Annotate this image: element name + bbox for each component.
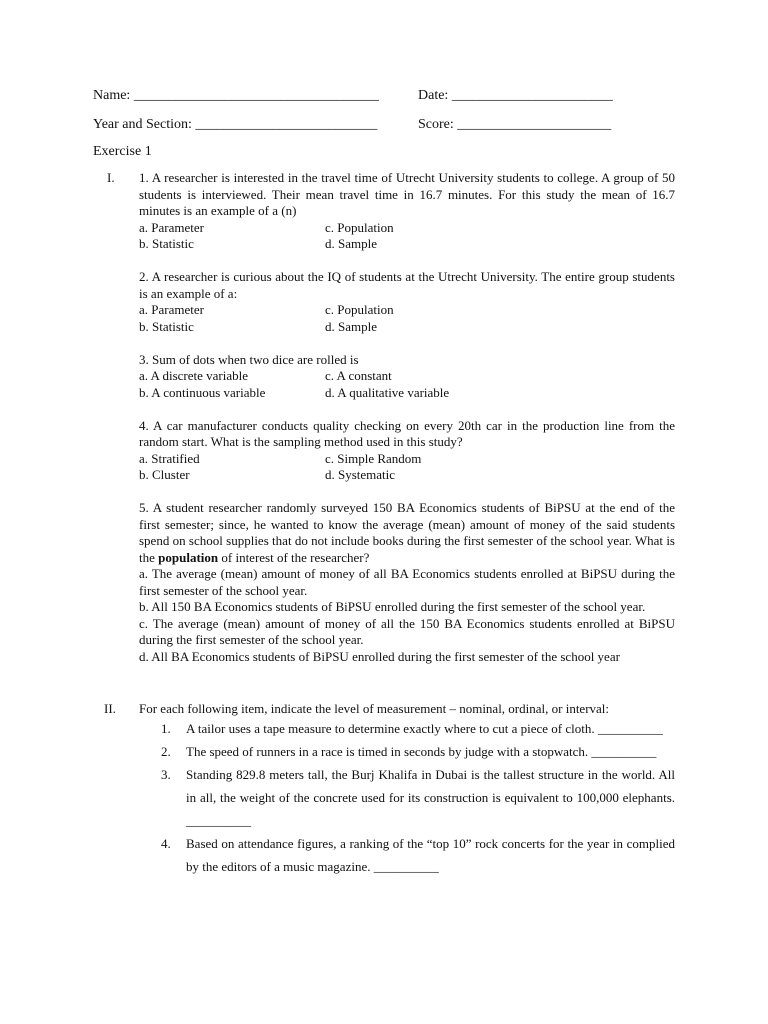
option-c: c. Population xyxy=(325,302,394,317)
option-b: b. Cluster xyxy=(139,467,190,482)
option-b: b. Statistic xyxy=(139,318,194,334)
item-number: 1. xyxy=(161,721,171,736)
item-text: Standing 829.8 meters tall, the Burj Khalifa in Dubai is the tallest structure in the world. All in all, the weight of the concrete used for its construction is equivalent to 100,000 elephants. __________ xyxy=(186,767,675,828)
question-2 xyxy=(139,269,675,335)
bold-keyword: population xyxy=(158,549,219,565)
option-b: b. A continuous variable xyxy=(139,384,266,400)
question-text: 5. A student researcher randomly surveyed 150 BA Economics students of BiPSU at the end of the first semester; since, he wanted to know the average (mean) amount of money of the said students spend on school supplies that do not include books during the first semester of the school year. What is the population of interest of the researcher? xyxy=(139,500,675,565)
option-a: a. Stratified xyxy=(139,450,200,466)
item-number: 2. xyxy=(161,744,171,759)
item-number: 4. xyxy=(161,836,171,851)
option-d: d. Sample xyxy=(325,236,377,251)
question-text: 1. A researcher is interested in the travel time of Utrecht University students to college. A group of 50 students is interviewed. Their mean travel time in 16.7 minutes. For this study the mean of 16.7 minutes is an example of a (n) xyxy=(139,170,675,218)
option-a: a. A discrete variable xyxy=(139,368,249,383)
option-c: c. A constant xyxy=(325,368,392,383)
option-d: d. A qualitative variable xyxy=(325,384,450,400)
option-c: c. Simple Random xyxy=(325,450,422,466)
section-2-intro: For each following item, indicate the level of measurement – nominal, ordinal, or interval: xyxy=(139,701,610,716)
score-field[interactable]: Score: ______________________ xyxy=(418,117,612,132)
exercise-title: Exercise 1 xyxy=(93,144,152,159)
section-1 xyxy=(139,170,675,682)
name-field[interactable]: Name: ___________________________________ xyxy=(93,88,379,103)
question-text: 3. Sum of dots when two dice are rolled is xyxy=(139,351,359,367)
question-text: 4. A car manufacturer conducts quality checking on every 20th car in the production line from the random start. What is the sampling method used in this study? xyxy=(139,417,675,449)
option-c: c. Population xyxy=(325,219,394,235)
option-d: d. Systematic xyxy=(325,467,396,482)
list-item xyxy=(161,763,675,832)
date-field[interactable]: Date: _______________________ xyxy=(418,88,613,103)
list-item xyxy=(161,832,675,878)
question-text: 2. A researcher is curious about the IQ of students at the Utrecht University. The entire group students is an example of a: xyxy=(139,269,675,301)
item-text: A tailor uses a tape measure to determine exactly where to cut a piece of cloth. __________ xyxy=(186,721,663,736)
list-item xyxy=(161,717,675,740)
question-5 xyxy=(139,500,675,665)
question-1 xyxy=(139,170,675,253)
option-b: b. Statistic xyxy=(139,236,194,251)
answer-c: c. The average (mean) amount of money of all the 150 BA Economics students enrolled at BiPSU during the first semester of the school year. xyxy=(139,615,675,647)
list-item xyxy=(161,740,675,763)
answer-d: d. All BA Economics students of BiPSU enrolled during the first semester of the school year xyxy=(139,648,620,664)
item-number: 3. xyxy=(161,767,171,782)
section-1-numeral: I. xyxy=(107,170,115,185)
answer-a: a. The average (mean) amount of money of all BA Economics students enrolled at BiPSU during the first semester of the school year. xyxy=(139,566,675,598)
question-4 xyxy=(139,418,675,484)
option-a: a. Parameter xyxy=(139,302,204,317)
option-a: a. Parameter xyxy=(139,219,204,235)
item-text: Based on attendance figures, a ranking of the “top 10” rock concerts for the year in complied by the editors of a music magazine. __________ xyxy=(186,836,675,874)
option-d: d. Sample xyxy=(325,318,377,334)
section-2-list xyxy=(161,717,675,878)
year-section-field[interactable]: Year and Section: __________________________ xyxy=(93,117,378,132)
item-text: The speed of runners in a race is timed in seconds by judge with a stopwatch. __________ xyxy=(186,744,657,759)
section-2-numeral: II. xyxy=(104,701,116,716)
question-3 xyxy=(139,352,675,402)
answer-b: b. All 150 BA Economics students of BiPSU enrolled during the first semester of the school year. xyxy=(139,599,646,614)
